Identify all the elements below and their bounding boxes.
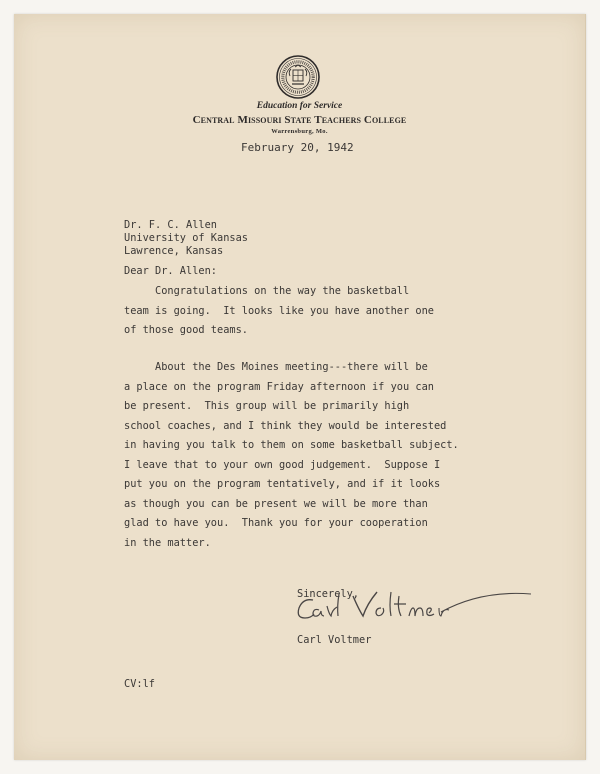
body-line: in having you talk to them on some basketball subject. [124,439,459,451]
handwritten-signature [291,586,531,634]
body-line: be present. This group will be primarily high [124,400,410,412]
typist-initials: CV:lf [124,678,155,690]
body-line: About the Des Moines meeting---there will be [124,361,428,373]
letter-sheet [14,14,586,760]
recipient-name: Dr. F. C. Allen [124,219,217,231]
body-paragraph-2 [124,358,459,553]
body-line: a place on the program Friday afternoon if you can [124,380,434,393]
letterhead-college-name: Central Missouri State Teachers College [192,114,407,126]
body-paragraph-1 [124,282,434,341]
body-line: in the matter. [124,536,211,549]
body-line: Congratulations on the way the basketball [124,285,410,297]
recipient-institution: University of Kansas [124,232,248,244]
body-line: of those good teams. [124,324,248,336]
body-line: I leave that to your own good judgement. Suppose I [124,458,441,471]
salutation: Dear Dr. Allen: [124,265,217,277]
college-seal-icon [276,55,320,99]
closing: Sincerely, [297,588,359,600]
recipient-location: Lawrence, Kansas [124,245,224,257]
body-line: glad to have you. Thank you for your cooperation [124,517,428,529]
signer-name: Carl Voltmer [297,634,372,646]
letterhead-city: Warrensburg, Mo. [271,128,328,135]
letter-date: February 20, 1942 [241,141,354,154]
body-line: school coaches, and I think they would be interested [124,419,447,432]
body-line: team is going. It looks like you have another one [124,304,434,317]
body-line: put you on the program tentatively, and if it looks [124,478,441,490]
body-line: as though you can be present we will be more than [124,497,428,510]
letterhead-motto: Education for Service [256,101,343,111]
